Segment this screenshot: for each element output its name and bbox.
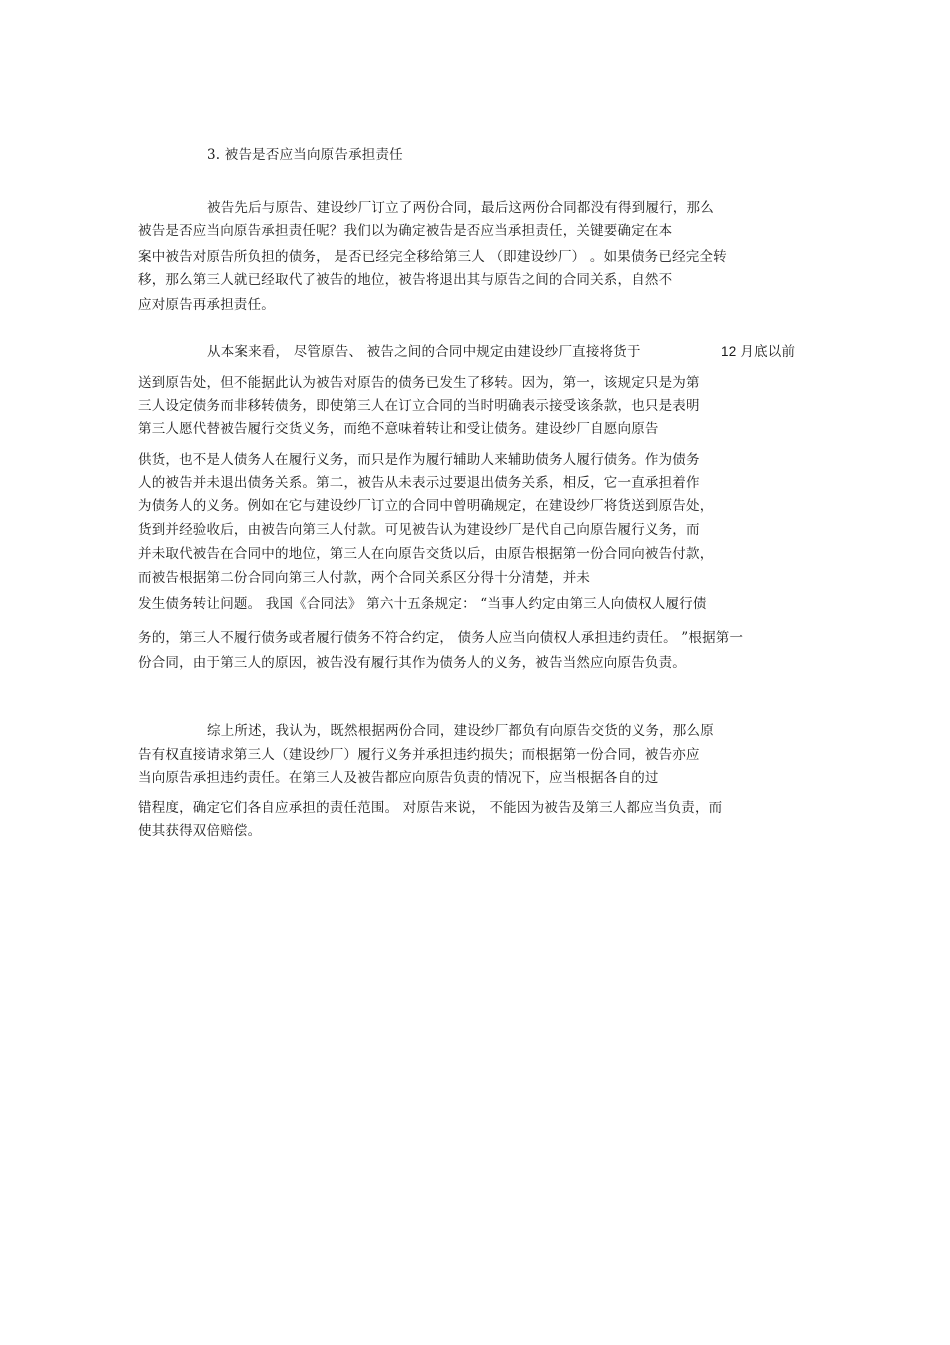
paragraph-3-line-4: 错程度，确定它们各自应承担的责任范围。 对原告来说， 不能因为被告及第三人都应当负责，而 [138, 800, 723, 816]
paragraph-2-line-3: 三人设定债务而非移转债务，即使第三人在订立合同的当时明确表示接受该条款，也只是表明 [138, 398, 700, 414]
paragraph-2-line-1-tail: 12 月底以前 [721, 344, 796, 359]
paragraph-2-line-11: 发生债务转让问题。 我国《合同法》 第六十五条规定： “当事人约定由第三人向债权人履行债 [138, 596, 707, 612]
paragraph-2-line-8: 货到并经验收后，由被告向第三人付款。可见被告认为建设纱厂是代自己向原告履行义务，而 [138, 522, 700, 538]
paragraph-3-line-3: 当向原告承担违约责任。在第三人及被告都应向原告负责的情况下，应当根据各自的过 [138, 770, 659, 786]
paragraph-2-line-5: 供货，也不是人债务人在履行义务，而只是作为履行辅助人来辅助债务人履行债务。作为债务 [138, 452, 700, 468]
paragraph-1-line-5: 应对原告再承担责任。 [138, 297, 275, 313]
paragraph-2-line-10: 而被告根据第二份合同向第三人付款，两个合同关系区分得十分清楚，并未 [138, 570, 591, 586]
paragraph-2-line-13: 份合同，由于第三人的原因，被告没有履行其作为债务人的义务，被告当然应向原告负责。 [138, 655, 686, 671]
paragraph-1-line-3: 案中被告对原告所负担的债务， 是否已经完全移给第三人 （即建设纱厂） 。如果债务已经完全转 [138, 249, 727, 265]
paragraph-1-line-2: 被告是否应当向原告承担责任呢？我们以为确定被告是否应当承担责任，关键要确定在本 [138, 223, 673, 239]
section-heading: 3. 被告是否应当向原告承担责任 [207, 147, 403, 163]
paragraph-1-line-1: 被告先后与原告、建设纱厂订立了两份合同，最后这两份合同都没有得到履行，那么 [207, 200, 714, 216]
paragraph-2-line-7: 为债务人的义务。例如在它与建设纱厂订立的合同中曾明确规定，在建设纱厂将货送到原告处， [138, 498, 714, 514]
paragraph-1-line-4: 移，那么第三人就已经取代了被告的地位，被告将退出其与原告之间的合同关系，自然不 [138, 272, 673, 288]
paragraph-2-line-12: 务的，第三人不履行债务或者履行债务不符合约定， 债务人应当向债权人承担违约责任。 ”根据第一 [138, 630, 744, 646]
paragraph-2-line-1: 从本案来看， 尽管原告、 被告之间的合同中规定由建设纱厂直接将货于 [207, 344, 641, 360]
paragraph-2-line-6: 人的被告并未退出债务关系。第二，被告从未表示过要退出债务关系，相反，它一直承担着作 [138, 475, 700, 491]
paragraph-2-line-4: 第三人愿代替被告履行交货义务，而绝不意味着转让和受让债务。建设纱厂自愿向原告 [138, 421, 659, 437]
paragraph-3-line-2: 告有权直接请求第三人（建设纱厂）履行义务并承担违约损失；而根据第一份合同，被告亦应 [138, 747, 700, 763]
paragraph-2-line-2: 送到原告处，但不能据此认为被告对原告的债务已发生了移转。因为，第一，该规定只是为第 [138, 375, 700, 391]
paragraph-2-line-9: 并未取代被告在合同中的地位，第三人在向原告交货以后，由原告根据第一份合同向被告付款， [138, 546, 714, 562]
paragraph-3-line-5: 使其获得双倍赔偿。 [138, 823, 262, 839]
paragraph-3-line-1: 综上所述，我认为，既然根据两份合同，建设纱厂都负有向原告交货的义务，那么原 [207, 723, 714, 739]
